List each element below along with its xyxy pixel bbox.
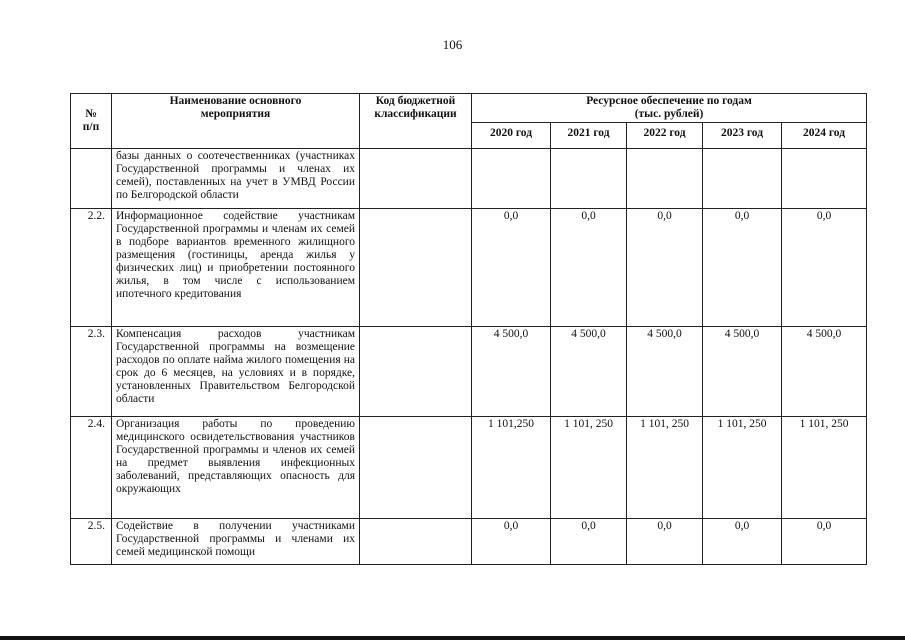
row-value: 0,0 [627,519,703,565]
table-row [71,149,867,209]
row-value [551,149,627,209]
row-name: базы данных о соотечественниках (участниках Государственной программы и членах их семей), поставленных на учет в УМВД России по Белгородской области [112,149,360,209]
header-name-line2: мероприятия [200,108,271,120]
header-num-line1: № [85,108,97,120]
header-resources [472,94,867,123]
header-year: 2024 год [782,123,867,149]
row-value: 1 101,250 [472,417,551,519]
scan-bottom-edge [0,636,905,640]
header-year: 2020 год [472,123,551,149]
header-num-line2: п/п [82,121,100,133]
row-value: 0,0 [782,519,867,565]
header-code-line2: классификации [374,108,457,120]
header-code [360,94,472,149]
row-value: 0,0 [472,519,551,565]
row-value: 4 500,0 [551,327,627,417]
header-year: 2023 год [703,123,782,149]
row-name: Организация работы по проведению медицинского освидетельствования участников Государственной программы и членов их семей на предмет выявления инфекционных заболеваний, представляющих опасность для окружающих [112,417,360,519]
row-value [782,149,867,209]
row-value: 1 101, 250 [782,417,867,519]
row-code [360,519,472,565]
header-name-line1: Наименование основного [169,95,302,107]
header-year: 2021 год [551,123,627,149]
row-code [360,417,472,519]
row-value: 4 500,0 [627,327,703,417]
row-value: 0,0 [703,519,782,565]
row-value: 1 101, 250 [551,417,627,519]
table-row [71,417,867,519]
row-value: 4 500,0 [472,327,551,417]
header-year: 2022 год [627,123,703,149]
row-name: Информационное содействие участникам Государственной программы и членам их семей в подборе вариантов временного жилищного размещения (гостиницы, аренда жилья у физических лиц) и приобретении постоянного жилья, в том числе с использованием ипотечного кредитования [112,209,360,327]
header-name [112,94,360,149]
row-value: 4 500,0 [703,327,782,417]
table-row [71,327,867,417]
budget-table [70,93,867,565]
table-row [71,209,867,327]
row-num: 2.3. [71,327,112,417]
row-value: 0,0 [472,209,551,327]
row-code [360,209,472,327]
row-num: 2.2. [71,209,112,327]
row-value: 0,0 [551,209,627,327]
row-value: 0,0 [551,519,627,565]
row-code [360,149,472,209]
header-resources-line2: (тыс. рублей) [634,108,704,120]
row-num [71,149,112,209]
row-value: 4 500,0 [782,327,867,417]
row-num: 2.5. [71,519,112,565]
row-value: 1 101, 250 [627,417,703,519]
row-value: 0,0 [703,209,782,327]
table-row [71,519,867,565]
header-resources-line1: Ресурсное обеспечение по годам [586,95,752,107]
row-name: Содействие в получении участниками Государственной программы и членами их семей медицинской помощи [112,519,360,565]
row-name: Компенсация расходов участникам Государственной программы на возмещение расходов по оплате найма жилого помещения на срок до 6 месяцев, на условиях и в порядке, установленных Правительством Белгородской области [112,327,360,417]
row-value [627,149,703,209]
row-value [703,149,782,209]
row-value: 1 101, 250 [703,417,782,519]
header-code-line1: Код бюджетной [375,95,456,107]
header-row-1 [71,94,867,123]
header-num [71,94,112,149]
row-num: 2.4. [71,417,112,519]
row-value: 0,0 [627,209,703,327]
row-code [360,327,472,417]
row-value [472,149,551,209]
page-number: 106 [442,37,463,52]
row-value: 0,0 [782,209,867,327]
